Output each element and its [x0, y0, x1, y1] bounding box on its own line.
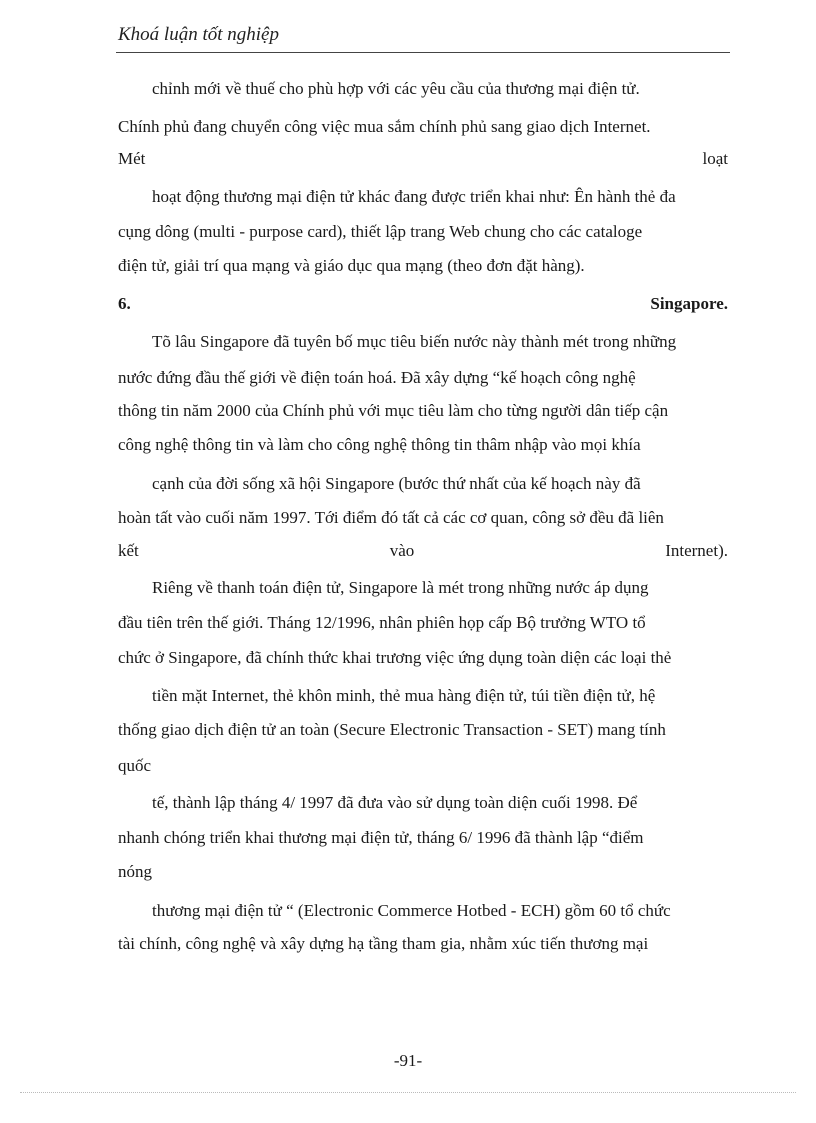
text-line: công nghệ thông tin và làm cho công nghệ thông tin thâm nhập vào mọi khía — [118, 435, 641, 454]
text-line: tài chính, công nghệ và xây dựng hạ tầng tham gia, nhằm xúc tiến thương mại — [118, 934, 649, 953]
text-line: hoàn tất vào cuối năm 1997. Tới điểm đó tất cả các cơ quan, công sở đều đã liên — [118, 508, 664, 527]
section-title: Singapore. — [650, 294, 728, 313]
text-line: nóng — [118, 862, 152, 881]
text-line: điện tử, giải trí qua mạng và giáo dục qua mạng (theo đơn đặt hàng). — [118, 256, 585, 275]
text-line — [118, 149, 728, 169]
text-line: cụng dông (multi - purpose card), thiết lập trang Web chung cho các cataloge — [118, 222, 643, 241]
page-number: -91- — [393, 1051, 423, 1070]
text-line: quốc — [118, 756, 152, 775]
text-word: loạt — [702, 149, 728, 168]
text-line: chức ở Singapore, đã chính thức khai trương việc ứng dụng toàn diện các loại thẻ — [118, 648, 672, 667]
section-heading — [118, 294, 728, 314]
text-line: nhanh chóng triển khai thương mại điện tử, tháng 6/ 1996 đã thành lập “điểm — [118, 828, 644, 847]
text-word: Mét — [118, 149, 146, 168]
text-line: nước đứng đầu thế giới về điện toán hoá. Đã xây dựng “kế hoạch công nghệ — [118, 368, 636, 387]
header-divider — [116, 52, 730, 53]
page-header-title: Khoá luận tốt nghiệp — [118, 24, 279, 45]
text-line: thông tin năm 2000 của Chính phủ với mục tiêu làm cho từng người dân tiếp cận — [118, 401, 669, 420]
text-word: kết — [118, 541, 139, 560]
text-line: thương mại điện tử “ (Electronic Commerce Hotbed - ECH) gồm 60 tổ chức — [152, 901, 671, 920]
text-line: Riêng về thanh toán điện tử, Singapore là mét trong những nước áp dụng — [152, 578, 649, 597]
text-word: vào — [389, 541, 415, 560]
text-line: thống giao dịch điện tử an toàn (Secure Electronic Transaction - SET) mang tính — [118, 720, 666, 739]
text-line: Tõ lâu Singapore đã tuyên bố mục tiêu biến nước này thành mét trong những — [152, 332, 677, 351]
page-bottom-border — [20, 1092, 796, 1093]
text-word: Internet). — [665, 541, 728, 560]
text-line — [118, 541, 728, 561]
text-line: tế, thành lập tháng 4/ 1997 đã đưa vào sử dụng toàn diện cuối 1998. Để — [152, 793, 638, 812]
text-line: cạnh của đời sống xã hội Singapore (bước thứ nhất của kế hoạch này đã — [152, 474, 641, 493]
text-line: hoạt động thương mại điện tử khác đang được triển khai như: Ên hành thẻ đa — [152, 187, 676, 206]
text-line: đầu tiên trên thế giới. Tháng 12/1996, nhân phiên họp cấp Bộ trưởng WTO tổ — [118, 613, 646, 632]
text-line: Chính phủ đang chuyển công việc mua sắm chính phủ sang giao dịch Internet. — [118, 117, 651, 136]
section-number: 6. — [118, 294, 131, 313]
text-line: tiền mặt Internet, thẻ khôn minh, thẻ mua hàng điện tử, túi tiền điện tử, hệ — [152, 686, 656, 705]
text-line: chỉnh mới về thuế cho phù hợp với các yêu cầu của thương mại điện tử. — [152, 79, 640, 98]
